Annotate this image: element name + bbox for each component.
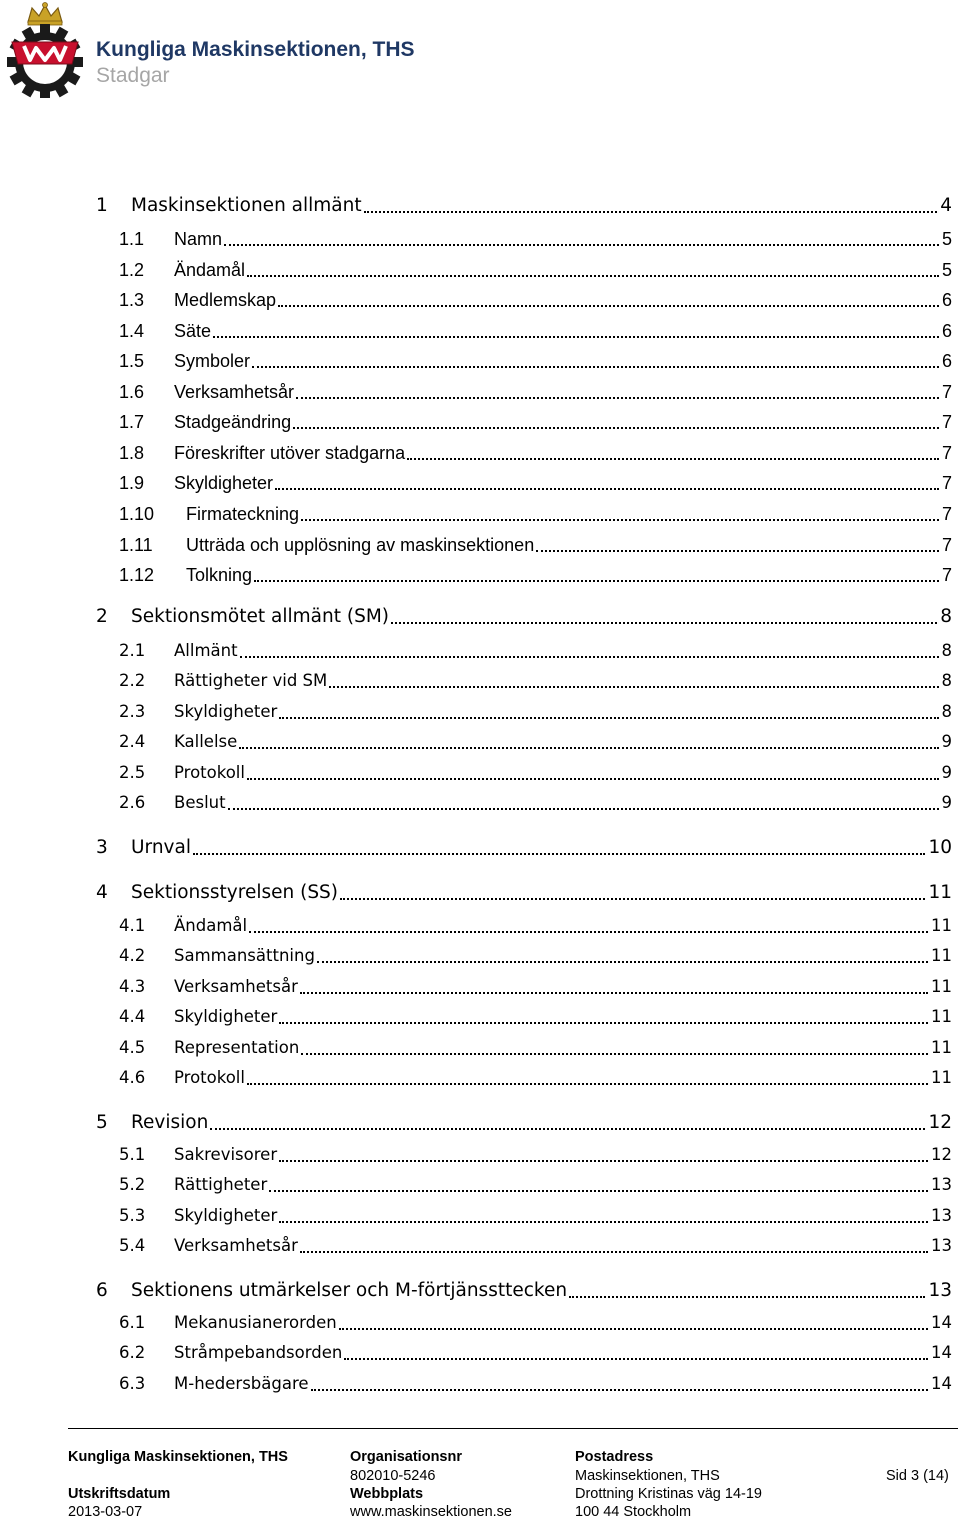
toc-entry-title: Verksamhetsår: [174, 382, 295, 402]
toc-entry-number: 4.6: [119, 1068, 146, 1087]
toc-entry-section[interactable]: [0, 668, 960, 692]
toc-entry-number: 1.2: [119, 260, 145, 280]
toc-entry-title: Skyldigheter: [174, 1206, 278, 1225]
toc-entry-page: 11: [931, 916, 952, 935]
toc-entry-title: Revision: [131, 1112, 209, 1133]
toc-dot-leader: [193, 853, 925, 855]
toc-entry-section[interactable]: [0, 1065, 960, 1089]
toc-dot-leader: [301, 1053, 928, 1055]
toc-entry-title: Verksamhetsår: [174, 977, 298, 996]
toc-dot-leader: [279, 1160, 928, 1162]
footer-orgnr-label: Organisationsnr: [350, 1449, 462, 1465]
toc-entry-title: Medlemskap: [174, 290, 277, 310]
toc-entry-title: Tolkning: [186, 565, 253, 585]
toc-entry-number: 1: [96, 195, 108, 216]
toc-entry-number: 1.9: [119, 473, 145, 493]
toc-entry-title: Stadgeändring: [174, 412, 292, 432]
toc-dot-leader: [536, 550, 939, 552]
toc-entry-number: 1.3: [119, 290, 145, 310]
toc-dot-leader: [301, 519, 939, 521]
toc-dot-leader: [240, 656, 939, 658]
toc-entry-section[interactable]: [0, 760, 960, 784]
toc-entry-section[interactable]: [0, 470, 960, 494]
toc-entry-section[interactable]: [0, 1172, 960, 1196]
toc-dot-leader: [407, 458, 939, 460]
toc-entry-title: Sektionens utmärkelser och M-förtjänssttecken: [131, 1280, 568, 1301]
toc-entry-section[interactable]: [0, 1203, 960, 1227]
toc-entry-number: 1.4: [119, 321, 145, 341]
toc-entry-page: 13: [931, 1206, 952, 1225]
toc-dot-leader: [239, 747, 938, 749]
toc-entry-page: 5: [941, 260, 952, 280]
toc-entry-page: 9: [941, 793, 952, 812]
toc-dot-leader: [340, 898, 925, 900]
toc-entry-section[interactable]: [0, 729, 960, 753]
toc-entry-section[interactable]: [0, 318, 960, 342]
toc-entry-title: Skyldigheter: [174, 1007, 278, 1026]
toc-dot-leader: [213, 336, 939, 338]
toc-entry-page: 14: [931, 1313, 952, 1332]
toc-entry-title: Urnval: [131, 837, 191, 858]
toc-entry-section[interactable]: [0, 440, 960, 464]
toc-entry-page: 11: [928, 882, 952, 903]
toc-dot-leader: [247, 275, 939, 277]
toc-entry-title: Maskinsektionen allmänt: [131, 195, 362, 216]
toc-entry-page: 8: [941, 671, 952, 690]
toc-entry-section[interactable]: [0, 1340, 960, 1364]
toc-entry-title: Protokoll: [174, 1068, 245, 1087]
toc-entry-section[interactable]: [0, 699, 960, 723]
toc-dot-leader: [311, 1389, 928, 1391]
toc-entry-title: Symboler: [174, 351, 251, 371]
toc-entry-section[interactable]: [0, 532, 960, 556]
toc-entry-section[interactable]: [0, 287, 960, 311]
toc-dot-leader: [296, 397, 939, 399]
toc-dot-leader: [249, 931, 928, 933]
toc-entry-number: 1.1: [119, 229, 145, 249]
toc-entry-page: 9: [941, 732, 952, 751]
toc-entry-title: Kallelse: [174, 732, 238, 751]
toc-dot-leader: [210, 1128, 925, 1130]
toc-entry-section[interactable]: [0, 790, 960, 814]
toc-entry-number: 2.5: [119, 763, 146, 782]
toc-entry-page: 6: [941, 290, 952, 310]
toc-entry-section[interactable]: [0, 257, 960, 281]
toc-entry-title: Ändamål: [174, 260, 246, 280]
toc-entry-title: Allmänt: [174, 641, 238, 660]
toc-entry-title: Ändamål: [174, 916, 248, 935]
org-title: Kungliga Maskinsektionen, THS: [96, 38, 415, 61]
toc-entry-number: 2.3: [119, 702, 146, 721]
toc-entry-page: 10: [928, 837, 952, 858]
toc-entry-page: 8: [940, 606, 952, 627]
toc-entry-page: 11: [931, 1068, 952, 1087]
toc-entry-title: Verksamhetsår: [174, 1236, 298, 1255]
toc-entry-chapter[interactable]: [0, 835, 960, 859]
toc-entry-number: 1.12: [119, 565, 155, 585]
toc-entry-title: Utträda och upplösning av maskinsektionen: [186, 535, 535, 555]
toc-entry-section[interactable]: [0, 1004, 960, 1028]
toc-entry-title: Representation: [174, 1038, 300, 1057]
toc-entry-page: 8: [941, 702, 952, 721]
toc-entry-number: 5.3: [119, 1206, 146, 1225]
footer-page-info: Sid 3 (14): [886, 1468, 949, 1484]
toc-dot-leader: [224, 244, 939, 246]
toc-entry-number: 1.5: [119, 351, 145, 371]
toc-entry-page: 14: [931, 1343, 952, 1362]
toc-entry-page: 7: [941, 473, 952, 493]
toc-entry-page: 7: [941, 535, 952, 555]
toc-entry-number: 4.5: [119, 1038, 146, 1057]
toc-entry-title: Föreskrifter utöver stadgarna: [174, 443, 406, 463]
toc-entry-number: 6.2: [119, 1343, 146, 1362]
toc-entry-section[interactable]: [0, 638, 960, 662]
toc-entry-section[interactable]: [0, 348, 960, 372]
footer-web-label: Webbplats: [350, 1486, 424, 1502]
toc-entry-number: 4.2: [119, 946, 146, 965]
toc-entry-page: 6: [941, 351, 952, 371]
toc-entry-page: 12: [928, 1112, 952, 1133]
toc-dot-leader: [279, 1221, 928, 1223]
toc-entry-page: 8: [941, 641, 952, 660]
toc-dot-leader: [293, 427, 939, 429]
toc-entry-title: Rättigheter vid SM: [174, 671, 328, 690]
toc-entry-section[interactable]: [0, 1035, 960, 1059]
toc-dot-leader: [279, 1022, 928, 1024]
toc-entry-number: 6.3: [119, 1374, 146, 1393]
toc-entry-section[interactable]: [0, 409, 960, 433]
toc-entry-number: 1.11: [119, 535, 153, 555]
toc-entry-page: 13: [931, 1175, 952, 1194]
toc-entry-title: Firmateckning: [186, 504, 300, 524]
toc-entry-section[interactable]: [0, 943, 960, 967]
toc-dot-leader: [391, 622, 937, 624]
toc-entry-number: 5.2: [119, 1175, 146, 1194]
toc-dot-leader: [278, 305, 939, 307]
toc-entry-title: Säte: [174, 321, 212, 341]
footer-postal-line1: Maskinsektionen, THS: [575, 1468, 720, 1484]
toc-entry-page: 13: [928, 1280, 952, 1301]
toc-entry-number: 2: [96, 606, 108, 627]
toc-dot-leader: [364, 211, 938, 213]
toc-entry-number: 4.1: [119, 916, 146, 935]
toc-entry-section[interactable]: [0, 379, 960, 403]
toc-dot-leader: [569, 1296, 925, 1298]
toc-dot-leader: [247, 778, 939, 780]
toc-entry-page: 9: [941, 763, 952, 782]
footer-org-name: Kungliga Maskinsektionen, THS: [68, 1449, 288, 1465]
toc-dot-leader: [247, 1083, 928, 1085]
toc-entry-title: Beslut: [174, 793, 226, 812]
toc-entry-section[interactable]: [0, 974, 960, 998]
footer-postal-label: Postadress: [575, 1449, 654, 1465]
toc-entry-title: Sektionsmötet allmänt (SM): [131, 606, 389, 627]
toc-entry-page: 6: [941, 321, 952, 341]
toc-entry-chapter[interactable]: [0, 604, 960, 628]
toc-entry-page: 5: [941, 229, 952, 249]
toc-entry-title: Sakrevisorer: [174, 1145, 278, 1164]
toc-dot-leader: [275, 488, 939, 490]
toc-entry-title: Skyldigheter: [174, 702, 278, 721]
footer-web-link[interactable]: www.maskinsektionen.se: [350, 1504, 512, 1520]
toc-entry-page: 7: [941, 412, 952, 432]
toc-entry-page: 4: [940, 195, 952, 216]
toc-entry-title: Sektionsstyrelsen (SS): [131, 882, 339, 903]
toc-entry-chapter[interactable]: [0, 1110, 960, 1134]
toc-entry-number: 2.1: [119, 641, 146, 660]
toc-entry-section[interactable]: [0, 226, 960, 250]
footer-postal-line2: Drottning Kristinas väg 14-19: [575, 1486, 762, 1502]
toc-entry-title: Protokoll: [174, 763, 245, 782]
toc-entry-number: 4.4: [119, 1007, 146, 1026]
toc-dot-leader: [300, 1251, 928, 1253]
toc-entry-page: 7: [941, 565, 952, 585]
toc-entry-chapter[interactable]: [0, 1278, 960, 1302]
footer-divider: [68, 1428, 958, 1429]
toc-dot-leader: [228, 808, 939, 810]
toc-entry-number: 6.1: [119, 1313, 146, 1332]
toc-entry-section[interactable]: [0, 1233, 960, 1257]
footer-orgnr: 802010-5246: [350, 1468, 436, 1484]
toc-entry-number: 5.4: [119, 1236, 146, 1255]
toc-entry-page: 11: [931, 1038, 952, 1057]
toc-entry-chapter[interactable]: [0, 193, 960, 217]
toc-entry-number: 1.6: [119, 382, 145, 402]
toc-entry-number: 3: [96, 837, 108, 858]
toc-entry-page: 7: [941, 382, 952, 402]
toc-entry-title: M-hedersbägare: [174, 1374, 309, 1393]
toc-entry-number: 1.8: [119, 443, 145, 463]
toc-entry-number: 6: [96, 1280, 108, 1301]
toc-entry-title: Skyldigheter: [174, 473, 274, 493]
toc-dot-leader: [300, 992, 928, 994]
toc-entry-section[interactable]: [0, 1310, 960, 1334]
toc-entry-title: Namn: [174, 229, 223, 249]
toc-entry-title: Sammansättning: [174, 946, 315, 965]
toc-entry-number: 4: [96, 882, 108, 903]
toc-dot-leader: [254, 580, 939, 582]
toc-entry-page: 11: [931, 977, 952, 996]
toc-entry-chapter[interactable]: [0, 880, 960, 904]
footer-print-date-label: Utskriftsdatum: [68, 1486, 171, 1502]
toc-entry-number: 2.2: [119, 671, 146, 690]
footer-postal-line3: 100 44 Stockholm: [575, 1504, 692, 1520]
toc-dot-leader: [344, 1358, 928, 1360]
toc-entry-page: 13: [931, 1236, 952, 1255]
toc-entry-page: 11: [931, 946, 952, 965]
toc-dot-leader: [279, 717, 938, 719]
toc-entry-number: 5.1: [119, 1145, 146, 1164]
toc-entry-section[interactable]: [0, 1142, 960, 1166]
toc-dot-leader: [269, 1190, 928, 1192]
toc-entry-number: 2.6: [119, 793, 146, 812]
toc-entry-page: 11: [931, 1007, 952, 1026]
toc-entry-title: Stråmpebandsorden: [174, 1343, 343, 1362]
toc-entry-page: 7: [941, 504, 952, 524]
toc-entry-title: Mekanusianerorden: [174, 1313, 337, 1332]
toc-entry-number: 4.3: [119, 977, 146, 996]
toc-entry-section[interactable]: [0, 1371, 960, 1395]
toc-dot-leader: [252, 366, 939, 368]
toc-dot-leader: [339, 1328, 928, 1330]
toc-entry-title: Rättigheter: [174, 1175, 268, 1194]
toc-dot-leader: [329, 686, 938, 688]
toc-entry-number: 5: [96, 1112, 108, 1133]
toc-entry-number: 1.10: [119, 504, 155, 524]
toc-entry-number: 1.7: [119, 412, 145, 432]
toc-entry-section[interactable]: [0, 501, 960, 525]
toc-entry-page: 12: [931, 1145, 952, 1164]
toc-entry-number: 2.4: [119, 732, 146, 751]
footer-print-date: 2013-03-07: [68, 1504, 143, 1520]
toc-dot-leader: [317, 961, 928, 963]
document-subtitle: Stadgar: [96, 64, 170, 87]
toc-entry-section[interactable]: [0, 913, 960, 937]
toc-entry-page: 14: [931, 1374, 952, 1393]
toc-entry-section[interactable]: [0, 562, 960, 586]
toc-entry-page: 7: [941, 443, 952, 463]
